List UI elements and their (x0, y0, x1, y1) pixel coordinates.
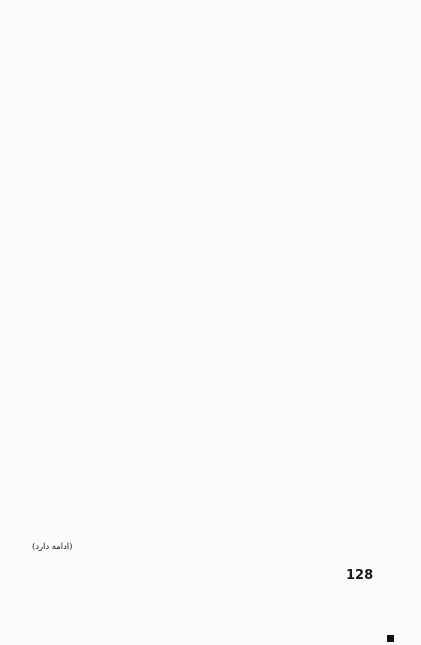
text-line (34, 66, 394, 78)
text-line (34, 103, 394, 115)
text-line (34, 444, 394, 456)
text-line (34, 176, 394, 188)
text-line (34, 383, 394, 395)
text-line (34, 608, 394, 620)
text-line (34, 468, 394, 480)
text-line (34, 541, 394, 553)
text-line (34, 456, 394, 468)
text-line (34, 529, 394, 541)
paragraph (34, 383, 394, 554)
text-line (34, 365, 394, 377)
text-line (34, 584, 394, 596)
text-line (34, 224, 394, 236)
text-line (34, 90, 394, 102)
text-line (34, 188, 394, 200)
text-line (34, 480, 394, 492)
text-line (34, 127, 394, 139)
text-line (34, 255, 394, 267)
page-number: 128 (346, 568, 374, 583)
text-line (34, 164, 394, 176)
text-line (34, 78, 394, 90)
text-line (34, 291, 394, 303)
text-line (34, 279, 394, 291)
text-line (34, 328, 394, 340)
end-of-article-mark (387, 635, 394, 642)
paragraph (34, 559, 394, 644)
text-line (34, 492, 394, 504)
text-line (34, 517, 394, 529)
text-line (34, 395, 394, 407)
paragraph (34, 255, 394, 377)
text-line (34, 620, 394, 632)
text-line (34, 419, 394, 431)
paragraph-list (34, 66, 394, 645)
text-line (34, 115, 394, 127)
text-line (34, 212, 394, 224)
text-line (34, 559, 394, 571)
text-line (34, 431, 394, 443)
text-line (34, 200, 394, 212)
text-line (34, 407, 394, 419)
text-line (34, 151, 394, 163)
text-line (34, 352, 394, 364)
text-line (34, 572, 394, 584)
text-line (34, 505, 394, 517)
body-text (34, 66, 394, 645)
continuation-note: (ادامه دارد) (32, 541, 73, 551)
text-line (34, 316, 394, 328)
text-line (34, 596, 394, 608)
paragraph (34, 66, 394, 249)
text-line (34, 139, 394, 151)
text-line (34, 340, 394, 352)
text-line (34, 237, 394, 249)
text-line (34, 267, 394, 279)
text-line (34, 304, 394, 316)
